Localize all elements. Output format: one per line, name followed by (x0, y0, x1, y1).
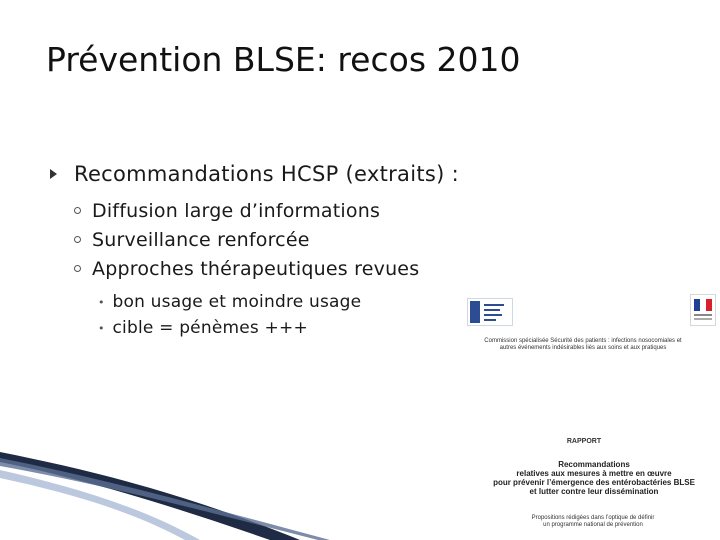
bullet-level2-list (74, 196, 419, 283)
list-item-text: Approches thérapeutiques revues (92, 257, 420, 280)
list-item-text: cible = pénèmes +++ (112, 318, 308, 338)
list-item (74, 254, 419, 283)
list-item (74, 196, 419, 225)
slide-title: Prévention BLSE: recos 2010 (46, 40, 521, 79)
list-item-text: Diffusion large d’informations (92, 199, 381, 222)
report-cover-image (462, 290, 720, 540)
circle-bullet-icon (74, 265, 81, 272)
report-subtitle-line: un programme national de prévention (543, 522, 643, 528)
hcsp-logo-icon (467, 298, 513, 326)
circle-bullet-icon (74, 236, 81, 243)
flag-red (706, 299, 712, 311)
circle-bullet-icon (74, 207, 81, 214)
list-item (74, 225, 419, 254)
report-title-line: et lutter contre leur dissémination (529, 487, 659, 496)
list-item (98, 315, 361, 341)
republique-francaise-logo-icon (690, 294, 716, 326)
list-item-text: Surveillance renforcée (92, 228, 310, 251)
report-title-line: relatives aux mesures à mettre en œuvre (516, 469, 672, 478)
report-title (468, 460, 720, 496)
dot-bullet-icon: • (98, 295, 105, 309)
report-title-line: Recommandations (558, 460, 630, 469)
report-subtitle (508, 515, 678, 529)
list-item-text: bon usage et moindre usage (112, 292, 362, 312)
bullet-level1 (50, 162, 459, 186)
report-title-line: pour prévenir l’émergence des entérobactéries BLSE (493, 478, 695, 487)
list-item (98, 289, 361, 315)
dot-bullet-icon: • (98, 321, 105, 335)
report-label: RAPPORT (566, 438, 602, 445)
report-subtitle-line: Propositions rédigées dans l’optique de définir (531, 515, 655, 521)
committee-heading: Commission spécialisée Sécurité des patients : infections nosocomiales et autres événements indésirables liés aux soins et aux pratiques (484, 338, 682, 351)
arrow-bullet-icon (50, 169, 57, 179)
bullet-level1-text: Recommandations HCSP (extraits) : (74, 162, 459, 186)
bullet-level3-list (98, 289, 361, 341)
